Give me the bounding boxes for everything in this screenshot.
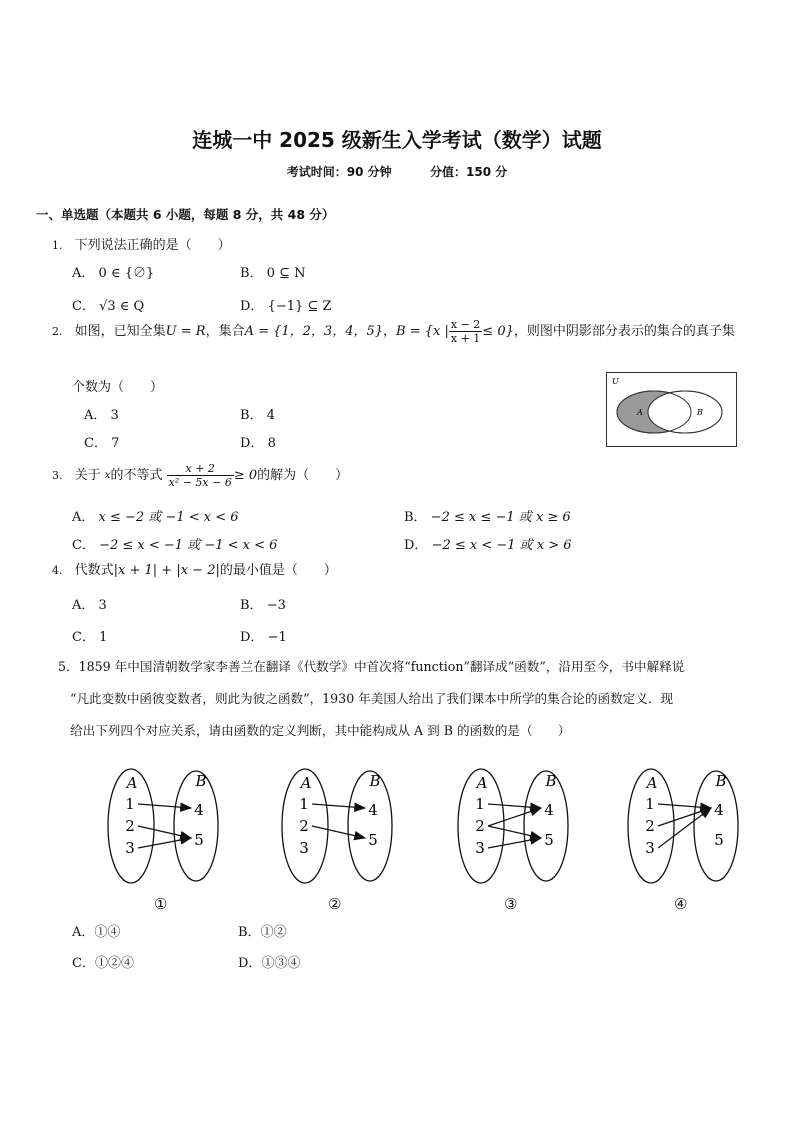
mapping-diagram	[106, 764, 246, 889]
option-text: 4	[266, 408, 275, 423]
option-text: −2 ≤ x ≤ −1 或 x ≥ 6	[430, 510, 571, 525]
set-a-label: A	[300, 774, 312, 792]
set-a-element: 1	[125, 795, 135, 813]
question-text: 的解为（ ）	[257, 468, 349, 483]
q3-option-d	[404, 534, 572, 553]
set-a-element: 2	[125, 817, 135, 835]
exam-time: 考试时间：90 分钟	[286, 165, 392, 179]
diagram-number-label: ④	[674, 895, 688, 913]
set-a-label: A	[126, 774, 138, 792]
option-label: A．	[72, 266, 95, 281]
question-text: 代数式	[74, 563, 114, 578]
set-b-element: 5	[714, 831, 724, 849]
option-text: −1	[267, 630, 287, 645]
question-5-line-1	[58, 656, 684, 675]
fraction	[167, 462, 234, 489]
option-label: B．	[240, 598, 263, 613]
set-a-element: 1	[475, 795, 485, 813]
mapping-diagram	[280, 764, 420, 889]
set-a-element: 3	[475, 839, 485, 857]
fraction	[449, 318, 482, 345]
option-text: 3	[98, 598, 107, 613]
question-4-stem	[52, 559, 337, 578]
option-text: 0 ⊆ N	[266, 266, 306, 281]
set-a: A = {1，2，3，4，5}	[244, 324, 384, 339]
set-a-label: A	[476, 774, 488, 792]
question-2-stem	[52, 318, 735, 345]
mapping-arrow	[138, 804, 191, 808]
option-label: D．	[240, 436, 264, 451]
venn-label-b: B	[697, 408, 703, 417]
expression: |x + 1| + |x − 2|	[113, 563, 220, 578]
q2-option-d	[240, 432, 276, 451]
question-text: 下列说法正确的是（ ）	[74, 238, 231, 253]
mapping-diagram	[626, 764, 766, 889]
diagram-number-label: ①	[154, 895, 168, 913]
option-label: C．	[72, 538, 95, 553]
set-a-element: 1	[645, 795, 655, 813]
q3-option-b	[404, 506, 571, 525]
mapping-arrow	[488, 808, 541, 826]
option-text: ①③④	[261, 956, 301, 971]
venn-label-u: U	[612, 377, 619, 386]
option-text: x ≤ −2 或 −1 < x < 6	[98, 510, 239, 525]
mapping-arrow	[658, 804, 711, 808]
question-text: 如图，已知全集	[74, 324, 166, 339]
set-b-label: B	[715, 772, 727, 790]
q2-option-c	[84, 432, 119, 451]
option-label: D．	[240, 630, 264, 645]
question-text: 的最小值是（ ）	[219, 563, 337, 578]
mapping-arrow	[488, 826, 541, 838]
set-b-element: 4	[368, 801, 378, 819]
venn-label-a: A	[637, 408, 643, 417]
set-a-element: 3	[125, 839, 135, 857]
diagram-number-label: ③	[504, 895, 518, 913]
option-label: D．	[240, 299, 264, 314]
question-3-stem	[52, 462, 348, 490]
set-b-element: 5	[544, 831, 554, 849]
option-label: C．	[72, 299, 95, 314]
q1-option-c	[72, 295, 144, 314]
mapping-arrow	[488, 804, 541, 808]
set-b-label: B	[195, 772, 207, 790]
variable: x	[104, 470, 111, 481]
option-label: A．	[72, 510, 95, 525]
mapping-arrow	[658, 808, 711, 848]
question-2-stem-cont: 个数为（ ）	[72, 380, 164, 395]
section-heading: 一、单选题（本题共 6 小题，每题 8 分，共 48 分）	[36, 207, 335, 222]
mapping-arrow	[138, 826, 191, 838]
venn-svg	[607, 373, 736, 446]
option-label: A．	[84, 408, 107, 423]
q1-option-b	[240, 262, 306, 281]
question-5-line-2: “凡此变数中函彼变数者，则此为彼之函数”，1930 年美国人给出了我们课本中所学的集合论的函数定义．现	[70, 691, 674, 706]
option-label: D．	[404, 538, 428, 553]
option-label: C．	[84, 436, 107, 451]
denominator: x² − 5x − 6	[168, 476, 232, 489]
option-text: 8	[267, 436, 276, 451]
question-text: ，	[383, 324, 397, 339]
diagram-number-label: ②	[328, 895, 342, 913]
question-text: 1859 年中国清朝数学家李善兰在翻译《代数学》中首次将“function”翻译成“函数”，沿用至今，书中解释说	[78, 659, 685, 674]
option-label: C．	[72, 630, 95, 645]
page-title: 连城一中 2025 级新生入学考试（数学）试题	[192, 128, 602, 152]
question-number: 5．	[58, 659, 79, 674]
set-a-label: A	[646, 774, 658, 792]
mapping-diagram	[456, 764, 596, 889]
set-b-label: B	[545, 772, 557, 790]
option-text: ①②④	[94, 956, 134, 971]
option-text: √3 ∈ Q	[99, 299, 145, 314]
option-text: 0 ∈ {∅}	[98, 266, 155, 281]
question-text: ，则图中阴影部分表示的集合的真子集	[513, 324, 735, 339]
mapping-arrow	[488, 838, 541, 848]
set-a-element: 2	[645, 817, 655, 835]
mapping-arrow	[138, 838, 191, 848]
venn-diagram	[606, 372, 737, 447]
set-b-element: 4	[544, 801, 554, 819]
option-text: ①②	[260, 925, 287, 940]
option-text: −2 ≤ x < −1 或 −1 < x < 6	[99, 538, 278, 553]
numerator: x − 2	[450, 318, 481, 331]
q4-option-b	[240, 594, 286, 613]
set-a-element: 1	[299, 795, 309, 813]
q5-option-a	[72, 921, 120, 940]
set-a-element: 3	[645, 839, 655, 857]
q5-option-b	[238, 921, 287, 940]
exam-meta	[0, 163, 794, 180]
q4-option-c	[72, 626, 107, 645]
option-text: −2 ≤ x < −1 或 x > 6	[431, 538, 572, 553]
option-text: −3	[266, 598, 286, 613]
q2-option-a	[84, 404, 119, 423]
set-b-element: 4	[714, 801, 724, 819]
universal-set: U = R	[165, 324, 206, 339]
option-text: ①④	[94, 925, 121, 940]
question-number: 3.	[52, 469, 63, 482]
option-label: A．	[72, 598, 95, 613]
q5-option-d	[238, 952, 300, 971]
question-text: 的不等式	[110, 468, 163, 483]
q5-option-c	[72, 952, 134, 971]
question-number: 2.	[52, 325, 63, 338]
q3-option-a	[72, 506, 239, 525]
set-a-element: 2	[475, 817, 485, 835]
q4-option-d	[240, 626, 287, 645]
relation: ≥ 0	[233, 468, 258, 483]
q4-option-a	[72, 594, 107, 613]
denominator: x + 1	[450, 332, 481, 345]
set-b-label: B	[369, 772, 381, 790]
question-1-stem	[52, 234, 231, 253]
option-label: B．	[404, 510, 427, 525]
option-label: D．	[238, 956, 262, 971]
q2-option-b	[240, 404, 275, 423]
option-text: 1	[99, 630, 108, 645]
option-text: 7	[111, 436, 120, 451]
exam-score: 分值：150 分	[430, 165, 508, 179]
numerator: x + 2	[167, 462, 234, 476]
set-a-element: 2	[299, 817, 309, 835]
option-text: 3	[110, 408, 119, 423]
option-label: B．	[240, 266, 263, 281]
option-text: {−1} ⊆ Z	[267, 299, 332, 314]
question-text: 关于	[74, 468, 101, 483]
q3-option-c	[72, 534, 277, 553]
option-label: C．	[72, 956, 95, 971]
q1-option-a	[72, 262, 154, 281]
option-label: B．	[238, 925, 261, 940]
option-label: A．	[72, 925, 95, 940]
mapping-arrow	[312, 804, 365, 808]
option-label: B．	[240, 408, 263, 423]
q1-option-d	[240, 295, 331, 314]
question-number: 1.	[52, 239, 63, 252]
question-text: ，集合	[205, 324, 245, 339]
question-5-line-3: 给出下列四个对应关系，请由函数的定义判断，其中能构成从 A 到 B 的函数的是（ ）	[70, 723, 571, 738]
set-b-element: 5	[368, 831, 378, 849]
mapping-arrow	[312, 826, 365, 838]
mapping-arrow	[658, 808, 711, 826]
set-b-left: B = {x |	[396, 324, 449, 339]
set-a-element: 3	[299, 839, 309, 857]
question-number: 4.	[52, 564, 63, 577]
set-b-element: 4	[194, 801, 204, 819]
set-b-right: ≤ 0}	[482, 324, 514, 339]
set-b-element: 5	[194, 831, 204, 849]
